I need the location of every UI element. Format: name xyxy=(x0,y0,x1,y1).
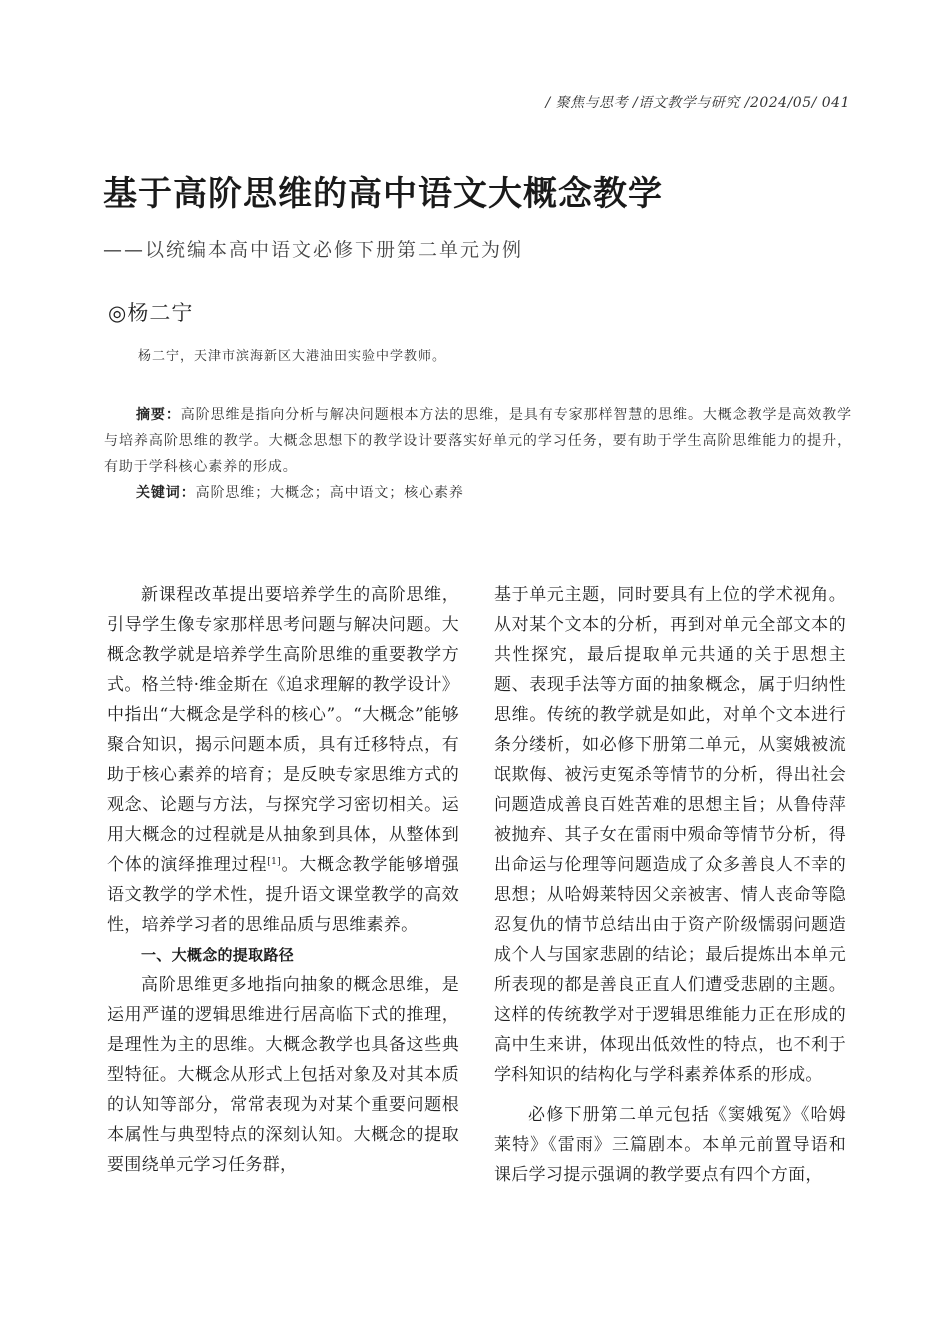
citation-ref: [1] xyxy=(267,857,281,867)
paragraph-text: 。大概念教学能够增强语文教学的学术性，提升语文课堂教学的高效性，培养学习者的思维品质与思维素养。 xyxy=(107,855,460,935)
keywords-label: 关键词： xyxy=(136,485,196,501)
running-head: / 聚焦与思考 /语文教学与研究 /2024/05/ 041 xyxy=(545,95,850,111)
body-paragraph xyxy=(107,580,459,940)
body-column-left xyxy=(107,580,459,1180)
article-subtitle: ——以统编本高中语文必修下册第二单元为例 xyxy=(103,239,524,261)
keywords xyxy=(136,480,464,506)
abstract xyxy=(104,402,852,480)
body-paragraph: 必修下册第二单元包括《窦娥冤》《哈姆莱特》《雷雨》三篇剧本。本单元前置导语和课后学习提示强调的教学要点有四个方面， xyxy=(494,1105,846,1185)
body-paragraph: 基于单元主题，同时要具有上位的学术视角。从对某个文本的分析，再到对单元全部文本的共性探究，最后提取单元共通的关于思想主题、表现手法等方面的抽象概念，属于归纳性思维。传统的教学就是如此，对单个文本进行条分缕析，如必修下册第二单元，从窦娥被流氓欺侮、被污吏冤杀等情节的分析，得出社会问题造成善良百姓苦难的思想主旨；从鲁侍萍被抛弃、其子女在雷雨中殒命等情节分析，得出命运与伦理等问题造成了众多善良人不幸的思想；从哈姆莱特因父亲被害、情人丧命等隐忍复仇的情节总结出由于资产阶级懦弱问题造成个人与国家悲剧的结论；最后提炼出本单元所表现的都是善良正直人们遭受悲剧的主题。这样的传统教学对于逻辑思维能力正在形成的高中生来讲，体现出低效性的特点，也不利于学科知识的结构化与学科素养体系的形成。 xyxy=(494,585,846,1085)
author-name: ◎杨二宁 xyxy=(108,301,194,325)
body-column-right xyxy=(494,580,846,1190)
paragraph-text: 新课程改革提出要培养学生的高阶思维，引导学生像专家那样思考问题与解决问题。大概念教学就是培养学生高阶思维的重要教学方式。格兰特·维金斯在《追求理解的教学设计》中指出“大概念是学科的核心”。“大概念”能够聚合知识，揭示问题本质，具有迁移特点，有助于核心素养的培育；是反映专家思维方式的观念、论题与方法，与探究学习密切相关。运用大概念的过程就是从抽象到具体，从整体到个体的演绎推理过程 xyxy=(107,585,459,875)
keywords-text: 高阶思维；大概念；高中语文；核心素养 xyxy=(195,485,464,501)
article-title: 基于高阶思维的高中语文大概念教学 xyxy=(103,174,663,214)
author-note: 杨二宁，天津市滨海新区大港油田实验中学教师。 xyxy=(138,349,447,364)
abstract-label: 摘要： xyxy=(136,407,181,423)
body-paragraph: 高阶思维更多地指向抽象的概念思维，是运用严谨的逻辑思维进行居高临下式的推理，是理性为主的思维。大概念教学也具备这些典型特征。大概念从形式上包括对象及对其本质的认知等部分，常常表现为对某个重要问题根本属性与典型特点的深刻认知。大概念的提取要围绕单元学习任务群， xyxy=(107,975,459,1175)
abstract-text: 高阶思维是指向分析与解决问题根本方法的思维，是具有专家那样智慧的思维。大概念教学是高效教学与培养高阶思维的教学。大概念思想下的教学设计要落实好单元的学习任务，要有助于学生高阶思维能力的提升，有助于学科核心素养的形成。 xyxy=(104,407,853,475)
section-heading: 一、大概念的提取路径 xyxy=(141,946,295,964)
